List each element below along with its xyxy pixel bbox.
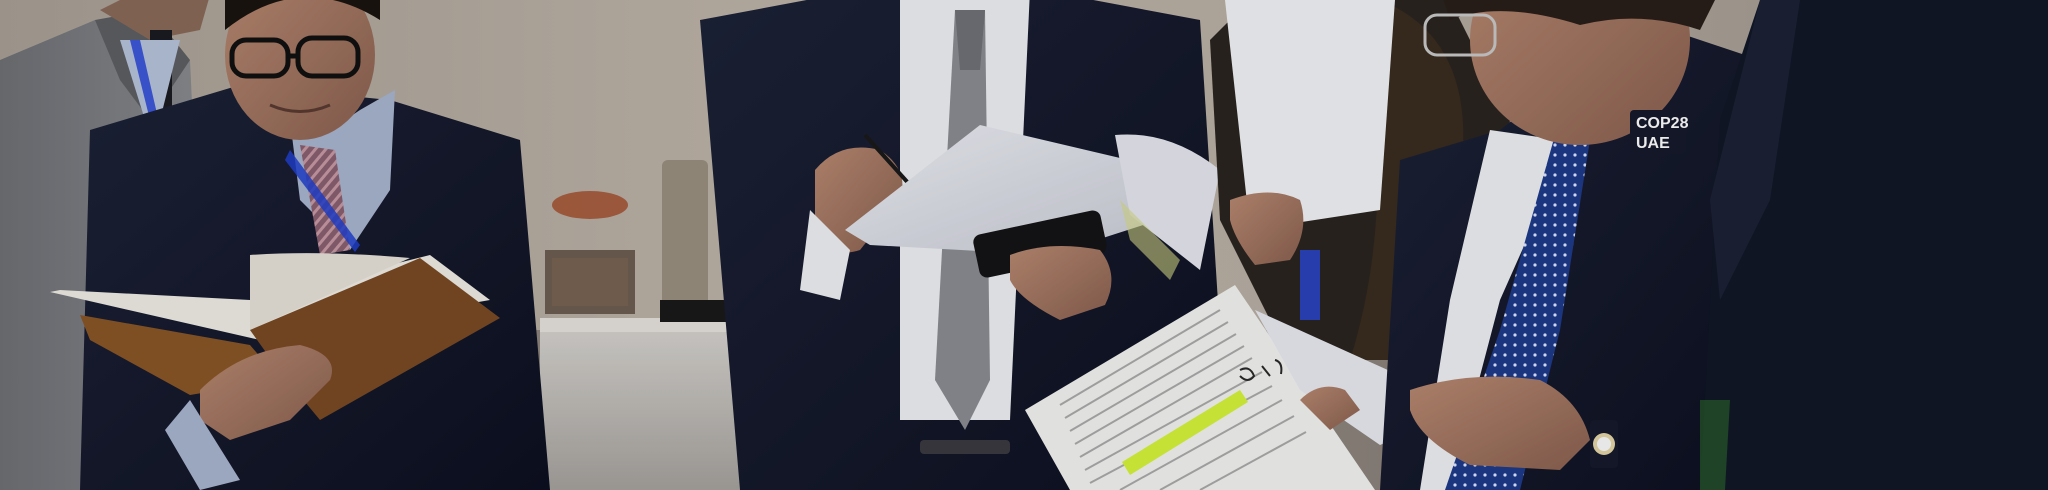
- badge-line1: COP28: [1636, 115, 1689, 132]
- badge-line2: UAE: [1636, 135, 1670, 152]
